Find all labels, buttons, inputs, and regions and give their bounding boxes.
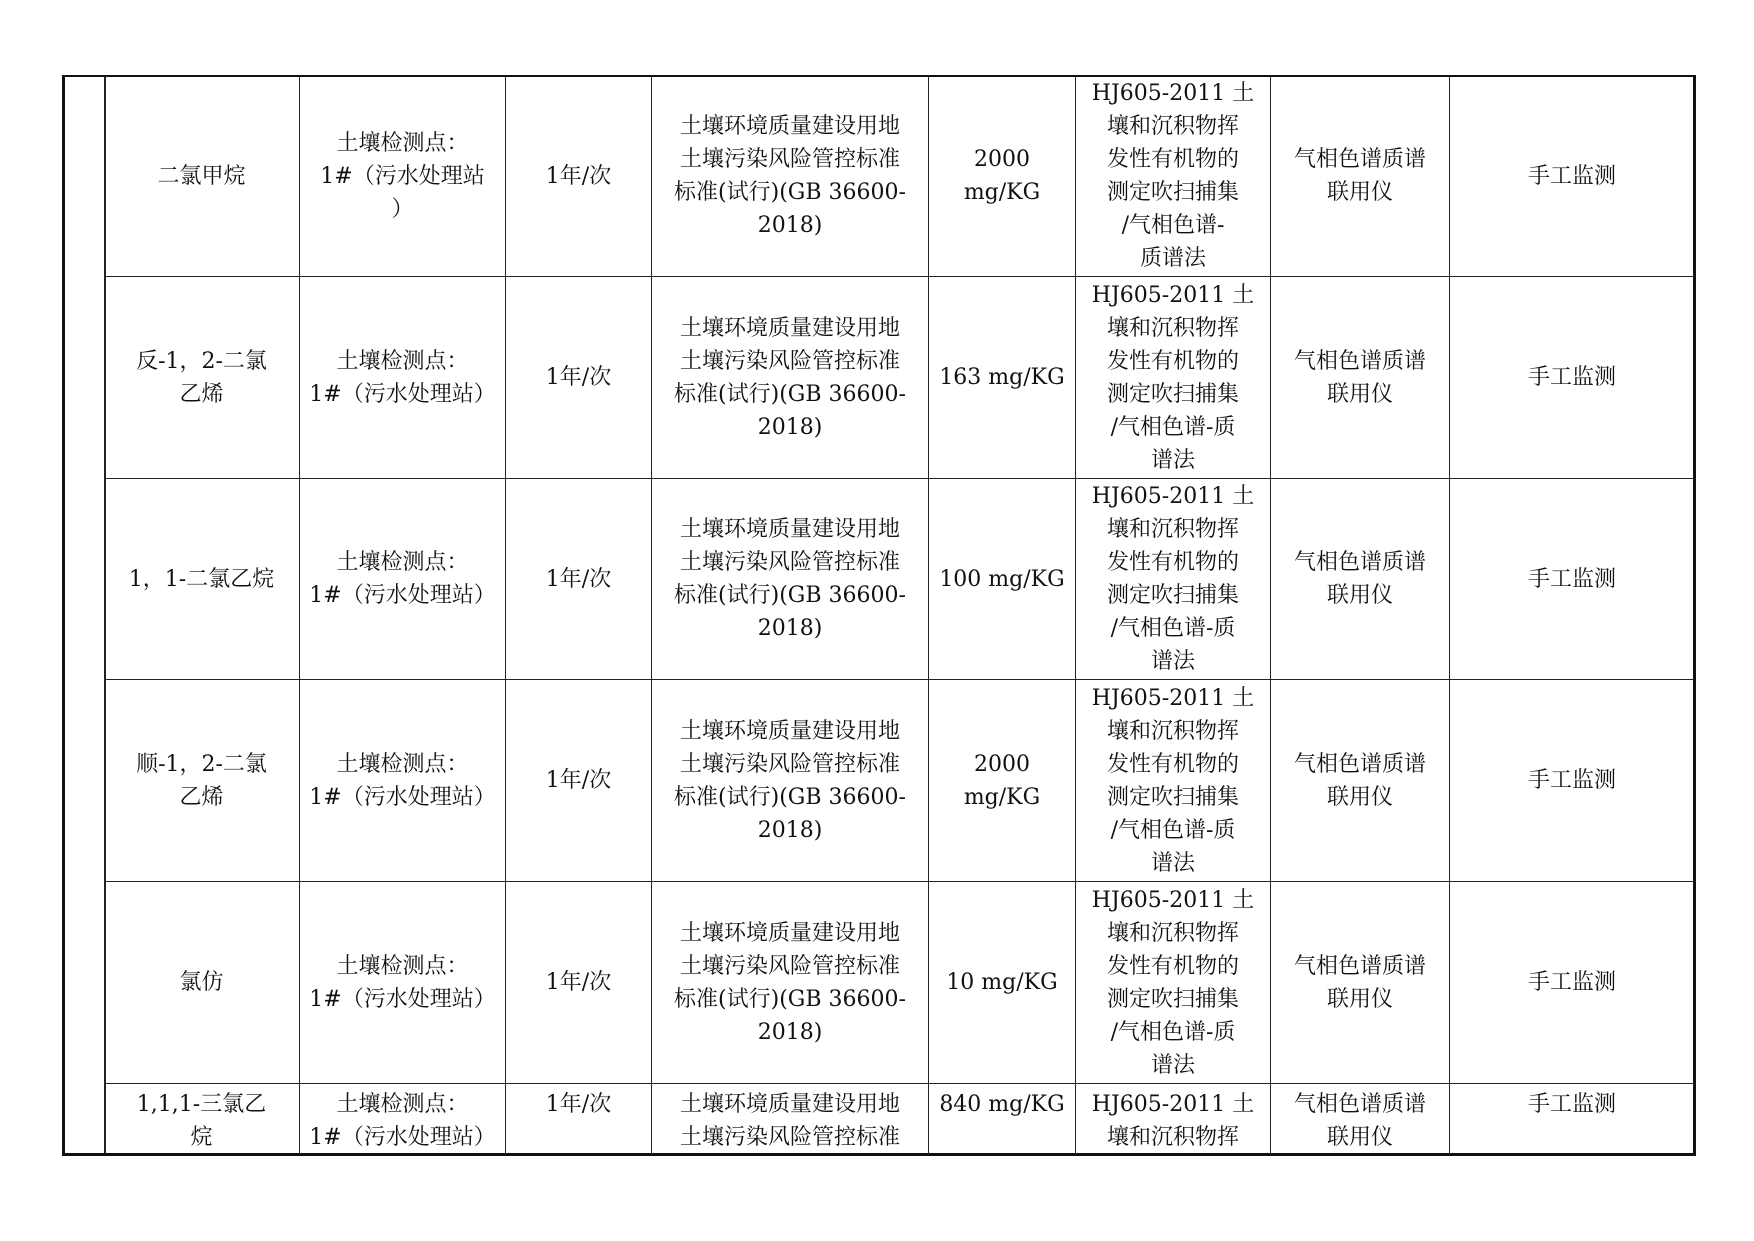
frequency-cell: 1年/次 (506, 277, 652, 479)
frequency-cell: 1年/次 (506, 680, 652, 882)
standard-cell: 土壤环境质量建设用地 土壤污染风险管控标准 标准(试行)(GB 36600- 2018) (652, 882, 929, 1084)
limit-cell: 840 mg/KG (929, 1084, 1076, 1154)
frequency-cell: 1年/次 (506, 1084, 652, 1154)
mode-cell: 手工监测 (1450, 76, 1694, 277)
mode-cell: 手工监测 (1450, 680, 1694, 882)
instrument-cell: 气相色谱质谱 联用仪 (1271, 882, 1450, 1084)
instrument-cell: 气相色谱质谱 联用仪 (1271, 479, 1450, 680)
point-cell: 土壤检测点： 1#（污水处理站 ） (300, 76, 506, 277)
item-cell: 氯仿 (104, 882, 300, 1084)
instrument-cell: 气相色谱质谱 联用仪 (1271, 277, 1450, 479)
limit-cell: 2000 mg/KG (929, 76, 1076, 277)
point-cell: 土壤检测点： 1#（污水处理站） (300, 479, 506, 680)
standard-cell: 土壤环境质量建设用地 土壤污染风险管控标准 标准(试行)(GB 36600- 2018) (652, 479, 929, 680)
mode-cell: 手工监测 (1450, 882, 1694, 1084)
limit-cell: 10 mg/KG (929, 882, 1076, 1084)
limit-cell: 163 mg/KG (929, 277, 1076, 479)
item-cell: 顺-1，2-二氯 乙烯 (104, 680, 300, 882)
table-left-border (62, 76, 65, 1155)
mode-cell: 手工监测 (1527, 1092, 1616, 1117)
frequency-cell: 1年/次 (506, 882, 652, 1084)
limit-cell: 2000 mg/KG (929, 680, 1076, 882)
instrument-cell: 气相色谱质谱 联用仪 (1271, 76, 1450, 277)
standard-cell: 土壤环境质量建设用地 土壤污染风险管控标准 标准(试行)(GB 36600- 2018) (652, 277, 929, 479)
point-cell: 土壤检测点： 1#（污水处理站） (300, 680, 506, 882)
standard-cell: 土壤环境质量建设用地 土壤污染风险管控标准 (652, 1084, 929, 1154)
instrument-cell: 气相色谱质谱 联用仪 (1271, 1084, 1450, 1154)
method-cell: HJ605-2011 土 壤和沉积物挥 (1076, 1084, 1271, 1154)
frequency-cell: 1年/次 (506, 76, 652, 277)
method-cell: HJ605-2011 土 壤和沉积物挥 发性有机物的 测定吹扫捕集 /气相色谱-质 谱法 (1076, 680, 1271, 882)
point-cell: 土壤检测点： 1#（污水处理站） (300, 277, 506, 479)
method-cell: HJ605-2011 土 壤和沉积物挥 发性有机物的 测定吹扫捕集 /气相色谱-质 谱法 (1076, 277, 1271, 479)
instrument-cell: 气相色谱质谱 联用仪 (1271, 680, 1450, 882)
method-cell: HJ605-2011 土 壤和沉积物挥 发性有机物的 测定吹扫捕集 /气相色谱-质 谱法 (1076, 479, 1271, 680)
standard-cell: 土壤环境质量建设用地 土壤污染风险管控标准 标准(试行)(GB 36600- 2018) (652, 680, 929, 882)
standard-cell: 土壤环境质量建设用地 土壤污染风险管控标准 标准(试行)(GB 36600- 2018) (652, 76, 929, 277)
item-cell: 1，1-二氯乙烷 (104, 479, 300, 680)
item-cell: 反-1，2-二氯 乙烯 (104, 277, 300, 479)
point-cell: 土壤检测点： 1#（污水处理站） (300, 1084, 506, 1154)
mode-cell: 手工监测 (1450, 479, 1694, 680)
limit-cell: 100 mg/KG (929, 479, 1076, 680)
method-cell: HJ605-2011 土 壤和沉积物挥 发性有机物的 测定吹扫捕集 /气相色谱- 质谱法 (1076, 76, 1271, 277)
item-cell: 1,1,1-三氯乙 烷 (104, 1084, 300, 1154)
item-cell: 二氯甲烷 (104, 76, 300, 277)
point-cell: 土壤检测点： 1#（污水处理站） (300, 882, 506, 1084)
method-cell: HJ605-2011 土 壤和沉积物挥 发性有机物的 测定吹扫捕集 /气相色谱-质 谱法 (1076, 882, 1271, 1084)
mode-cell: 手工监测 (1450, 277, 1694, 479)
frequency-cell: 1年/次 (506, 479, 652, 680)
